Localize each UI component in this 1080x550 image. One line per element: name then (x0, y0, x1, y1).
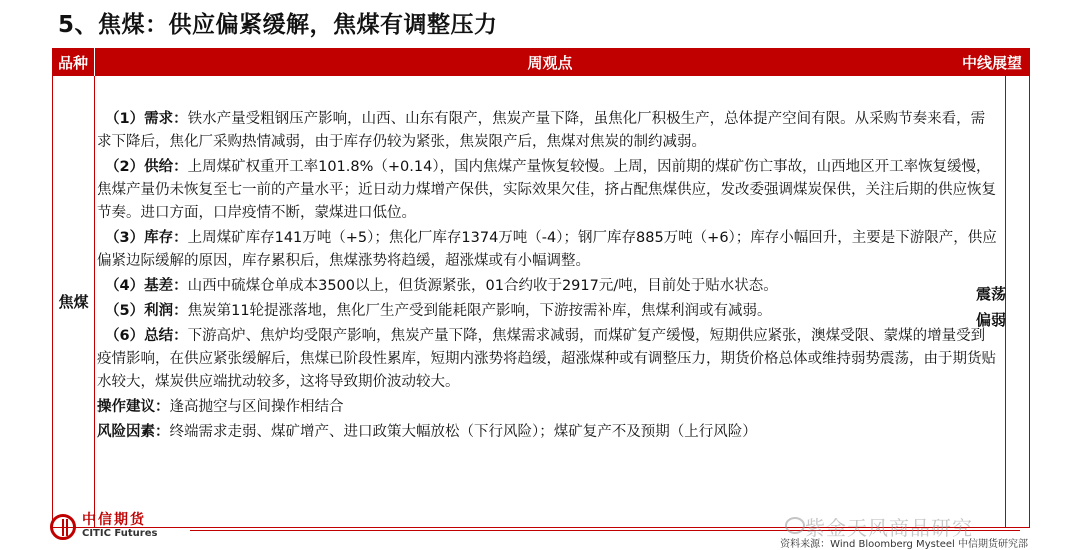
header-weekly-view: 周观点 (95, 48, 1006, 76)
paragraph-inventory: （3）库存：上周煤矿库存141万吨（+5）；焦化厂库存1374万吨（-4）；钢厂库存885万吨（+6）；库存小幅回升，主要是下游限产，供应偏紧边际缓解的原因，库存累积后，焦煤涨势将趋缓，超涨煤或有小幅调整。 (97, 230, 997, 269)
watermark: 紫金天风商品研究 (805, 516, 973, 540)
logo-en-text: CITIC Futures (82, 528, 158, 539)
paragraph-basis: （4）基差：山西中硫煤仓单成本3500以上，但货源紧张，01合约收于2917元/吨，目前处于贴水状态。 (105, 278, 778, 294)
page-title: 5、焦煤：供应偏紧缓解，焦煤有调整压力 (58, 12, 498, 38)
paragraph-profit: （5）利润：焦炭第11轮提涨落地，焦化厂生产受到能耗限产影响，下游按需补库，焦煤利润或有减弱。 (105, 303, 772, 319)
wechat-icon (785, 517, 805, 534)
data-source: 资料来源：Wind Bloomberg Mysteel 中信期货研究部 (780, 539, 1028, 550)
logo-cn-text: 中信期货 (82, 512, 146, 528)
header-outlook: 中线展望 (954, 48, 1030, 76)
paragraph-summary: （6）总结：下游高炉、焦炉均受限产影响，焦炭产量下降，焦煤需求减弱，而煤矿复产缓慢，短期供应紧张，澳煤受限、蒙煤的增量受到疫情影响，在供应紧张缓解后，焦煤已阶段性累库，短期内涨势将趋缓，超涨煤种或有调整压力，期货价格总体或维持弱势震荡，由于期货贴水较大，煤炭供应端扰动较多，这将导致期价波动较大。 (97, 328, 996, 390)
view-table (52, 48, 1029, 528)
header-variety: 品种 (52, 48, 95, 76)
variety-cell (52, 76, 95, 528)
paragraph-demand: （1）需求：铁水产量受粗钢压产影响，山西、山东有限产，焦炭产量下降，虽焦化厂积极生产，总体提产空间有限。从采购节奏来看，需求下降后，焦化厂采购热情减弱，由于库存仍较为紧张，焦炭限产后，焦煤对焦炭的制约减弱。 (97, 111, 986, 150)
operation-advice: 操作建议：逢高抛空与区间操作相结合 (97, 399, 344, 415)
weekly-view-cell (95, 76, 1006, 528)
paragraph-supply: （2）供给：上周煤矿权重开工率101.8%（+0.14），国内焦煤产量恢复较慢。上周，因前期的煤矿伤亡事故，山西地区开工率恢复缓慢，焦煤产量仍未恢复至七一前的产量水平；近日动力煤增产保供，实际效果欠佳，挤占配焦煤供应，发改委强调煤炭保供，关注后期的供应恢复节奏。进口方面，口岸疫情不断，蒙煤进口低位。 (97, 159, 996, 221)
outlook-value: 震荡 偏弱 (975, 285, 1006, 329)
citic-logo (50, 513, 157, 541)
citic-logo-icon (50, 514, 76, 540)
risk-factors: 风险因素：终端需求走弱、煤矿增产、进口政策大幅放松（下行风险）；煤矿复产不及预期（上行风险） (97, 424, 757, 440)
variety-label: 焦煤 (58, 293, 89, 311)
